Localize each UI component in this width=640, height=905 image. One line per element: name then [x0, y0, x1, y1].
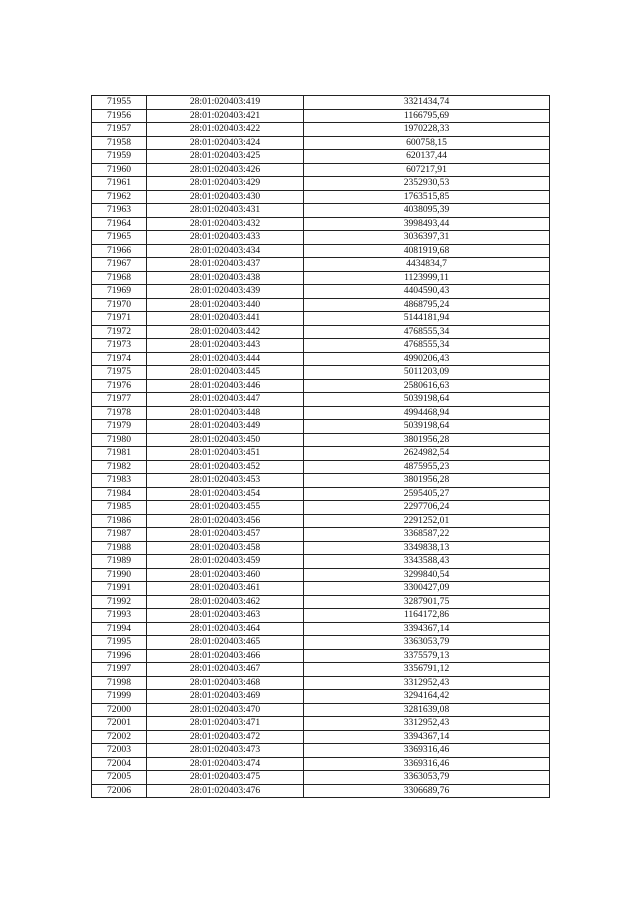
table-row	[92, 217, 550, 231]
table-row	[92, 190, 550, 204]
cadastral-number-cell: 28:01:020403:454	[147, 487, 304, 501]
cadastral-value-cell: 600758,15	[304, 136, 550, 150]
table-row	[92, 703, 550, 717]
cadastral-value-cell: 3368587,22	[304, 528, 550, 542]
table-row	[92, 514, 550, 528]
row-number-cell: 72000	[92, 703, 147, 717]
row-number-cell: 71973	[92, 339, 147, 353]
row-number-cell: 71975	[92, 366, 147, 380]
document-page	[91, 95, 549, 798]
table-row	[92, 447, 550, 461]
table-row	[92, 177, 550, 191]
cadastral-number-cell: 28:01:020403:438	[147, 271, 304, 285]
row-number-cell: 71977	[92, 393, 147, 407]
cadastral-number-cell: 28:01:020403:462	[147, 595, 304, 609]
row-number-cell: 71981	[92, 447, 147, 461]
cadastral-value-cell: 1763515,85	[304, 190, 550, 204]
cadastral-number-cell: 28:01:020403:461	[147, 582, 304, 596]
cadastral-number-cell: 28:01:020403:474	[147, 757, 304, 771]
row-number-cell: 72003	[92, 744, 147, 758]
cadastral-number-cell: 28:01:020403:468	[147, 676, 304, 690]
cadastral-number-cell: 28:01:020403:426	[147, 163, 304, 177]
table-row	[92, 204, 550, 218]
cadastral-number-cell: 28:01:020403:452	[147, 460, 304, 474]
cadastral-number-cell: 28:01:020403:457	[147, 528, 304, 542]
cadastral-value-cell: 3036397,31	[304, 231, 550, 245]
table-body	[92, 96, 550, 798]
row-number-cell: 71989	[92, 555, 147, 569]
cadastral-number-cell: 28:01:020403:455	[147, 501, 304, 515]
cadastral-number-cell: 28:01:020403:459	[147, 555, 304, 569]
cadastral-number-cell: 28:01:020403:419	[147, 96, 304, 110]
row-number-cell: 71976	[92, 379, 147, 393]
row-number-cell: 71968	[92, 271, 147, 285]
cadastral-number-cell: 28:01:020403:437	[147, 258, 304, 272]
cadastral-value-cell: 3363053,79	[304, 636, 550, 650]
cadastral-number-cell: 28:01:020403:430	[147, 190, 304, 204]
row-number-cell: 71959	[92, 150, 147, 164]
cadastral-value-cell: 4990206,43	[304, 352, 550, 366]
cadastral-value-cell: 5039198,64	[304, 393, 550, 407]
row-number-cell: 71966	[92, 244, 147, 258]
table-row	[92, 150, 550, 164]
cadastral-number-cell: 28:01:020403:446	[147, 379, 304, 393]
cadastral-value-cell: 3299840,54	[304, 568, 550, 582]
table-row	[92, 784, 550, 798]
cadastral-value-cell: 3343588,43	[304, 555, 550, 569]
table-row	[92, 325, 550, 339]
cadastral-value-cell: 2580616,63	[304, 379, 550, 393]
cadastral-number-cell: 28:01:020403:476	[147, 784, 304, 798]
table-row	[92, 541, 550, 555]
row-number-cell: 71962	[92, 190, 147, 204]
cadastral-value-cell: 3300427,09	[304, 582, 550, 596]
row-number-cell: 71969	[92, 285, 147, 299]
cadastral-value-cell: 1164172,86	[304, 609, 550, 623]
row-number-cell: 71978	[92, 406, 147, 420]
row-number-cell: 71957	[92, 123, 147, 137]
row-number-cell: 71960	[92, 163, 147, 177]
cadastral-value-cell: 3287901,75	[304, 595, 550, 609]
row-number-cell: 71958	[92, 136, 147, 150]
cadastral-number-cell: 28:01:020403:441	[147, 312, 304, 326]
cadastral-value-cell: 3394367,14	[304, 622, 550, 636]
cadastral-value-cell: 3998493,44	[304, 217, 550, 231]
row-number-cell: 71984	[92, 487, 147, 501]
cadastral-number-cell: 28:01:020403:424	[147, 136, 304, 150]
row-number-cell: 71964	[92, 217, 147, 231]
cadastral-number-cell: 28:01:020403:444	[147, 352, 304, 366]
table-row	[92, 501, 550, 515]
table-row	[92, 136, 550, 150]
table-row	[92, 231, 550, 245]
cadastral-number-cell: 28:01:020403:429	[147, 177, 304, 191]
row-number-cell: 71965	[92, 231, 147, 245]
cadastral-number-cell: 28:01:020403:470	[147, 703, 304, 717]
row-number-cell: 71986	[92, 514, 147, 528]
row-number-cell: 71991	[92, 582, 147, 596]
table-row	[92, 366, 550, 380]
cadastral-number-cell: 28:01:020403:473	[147, 744, 304, 758]
cadastral-number-cell: 28:01:020403:422	[147, 123, 304, 137]
cadastral-value-cell: 3394367,14	[304, 730, 550, 744]
row-number-cell: 71996	[92, 649, 147, 663]
row-number-cell: 71992	[92, 595, 147, 609]
cadastral-value-cell: 2352930,53	[304, 177, 550, 191]
row-number-cell: 71997	[92, 663, 147, 677]
table-row	[92, 487, 550, 501]
table-row	[92, 582, 550, 596]
table-row	[92, 352, 550, 366]
cadastral-number-cell: 28:01:020403:425	[147, 150, 304, 164]
cadastral-value-table	[91, 95, 550, 798]
row-number-cell: 71983	[92, 474, 147, 488]
cadastral-value-cell: 3306689,76	[304, 784, 550, 798]
table-row	[92, 285, 550, 299]
cadastral-value-cell: 3363053,79	[304, 771, 550, 785]
table-row	[92, 379, 550, 393]
cadastral-value-cell: 3369316,46	[304, 757, 550, 771]
row-number-cell: 71974	[92, 352, 147, 366]
cadastral-value-cell: 4768555,34	[304, 339, 550, 353]
cadastral-value-cell: 4081919,68	[304, 244, 550, 258]
cadastral-value-cell: 4994468,94	[304, 406, 550, 420]
cadastral-number-cell: 28:01:020403:475	[147, 771, 304, 785]
cadastral-value-cell: 3801956,28	[304, 474, 550, 488]
row-number-cell: 71990	[92, 568, 147, 582]
row-number-cell: 71971	[92, 312, 147, 326]
table-row	[92, 555, 550, 569]
cadastral-number-cell: 28:01:020403:465	[147, 636, 304, 650]
table-row	[92, 730, 550, 744]
row-number-cell: 71985	[92, 501, 147, 515]
cadastral-number-cell: 28:01:020403:433	[147, 231, 304, 245]
table-row	[92, 109, 550, 123]
cadastral-value-cell: 607217,91	[304, 163, 550, 177]
table-row	[92, 568, 550, 582]
table-row	[92, 271, 550, 285]
cadastral-number-cell: 28:01:020403:448	[147, 406, 304, 420]
cadastral-value-cell: 5039198,64	[304, 420, 550, 434]
cadastral-number-cell: 28:01:020403:443	[147, 339, 304, 353]
table-row	[92, 163, 550, 177]
cadastral-number-cell: 28:01:020403:421	[147, 109, 304, 123]
cadastral-value-cell: 5144181,94	[304, 312, 550, 326]
row-number-cell: 71988	[92, 541, 147, 555]
table-row	[92, 460, 550, 474]
cadastral-value-cell: 4868795,24	[304, 298, 550, 312]
row-number-cell: 71994	[92, 622, 147, 636]
table-row	[92, 595, 550, 609]
row-number-cell: 72005	[92, 771, 147, 785]
row-number-cell: 71982	[92, 460, 147, 474]
cadastral-number-cell: 28:01:020403:439	[147, 285, 304, 299]
cadastral-value-cell: 620137,44	[304, 150, 550, 164]
table-row	[92, 757, 550, 771]
cadastral-value-cell: 2624982,54	[304, 447, 550, 461]
cadastral-number-cell: 28:01:020403:463	[147, 609, 304, 623]
row-number-cell: 72001	[92, 717, 147, 731]
cadastral-number-cell: 28:01:020403:472	[147, 730, 304, 744]
row-number-cell: 71961	[92, 177, 147, 191]
cadastral-value-cell: 3369316,46	[304, 744, 550, 758]
cadastral-value-cell: 3375579,13	[304, 649, 550, 663]
row-number-cell: 71955	[92, 96, 147, 110]
cadastral-value-cell: 1970228,33	[304, 123, 550, 137]
cadastral-value-cell: 4434834,7	[304, 258, 550, 272]
cadastral-number-cell: 28:01:020403:453	[147, 474, 304, 488]
cadastral-value-cell: 4404590,43	[304, 285, 550, 299]
row-number-cell: 71967	[92, 258, 147, 272]
table-row	[92, 339, 550, 353]
cadastral-number-cell: 28:01:020403:442	[147, 325, 304, 339]
table-row	[92, 528, 550, 542]
cadastral-number-cell: 28:01:020403:460	[147, 568, 304, 582]
cadastral-number-cell: 28:01:020403:447	[147, 393, 304, 407]
row-number-cell: 71979	[92, 420, 147, 434]
table-row	[92, 609, 550, 623]
cadastral-number-cell: 28:01:020403:464	[147, 622, 304, 636]
table-row	[92, 744, 550, 758]
table-row	[92, 393, 550, 407]
row-number-cell: 71970	[92, 298, 147, 312]
cadastral-number-cell: 28:01:020403:434	[147, 244, 304, 258]
cadastral-number-cell: 28:01:020403:451	[147, 447, 304, 461]
table-row	[92, 636, 550, 650]
row-number-cell: 72002	[92, 730, 147, 744]
cadastral-value-cell: 2595405,27	[304, 487, 550, 501]
cadastral-number-cell: 28:01:020403:432	[147, 217, 304, 231]
cadastral-number-cell: 28:01:020403:431	[147, 204, 304, 218]
cadastral-number-cell: 28:01:020403:467	[147, 663, 304, 677]
row-number-cell: 71972	[92, 325, 147, 339]
table-row	[92, 420, 550, 434]
cadastral-value-cell: 4038095,39	[304, 204, 550, 218]
table-row	[92, 771, 550, 785]
row-number-cell: 71963	[92, 204, 147, 218]
cadastral-number-cell: 28:01:020403:471	[147, 717, 304, 731]
table-row	[92, 474, 550, 488]
cadastral-value-cell: 3349838,13	[304, 541, 550, 555]
cadastral-number-cell: 28:01:020403:445	[147, 366, 304, 380]
table-row	[92, 690, 550, 704]
cadastral-value-cell: 3294164,42	[304, 690, 550, 704]
cadastral-value-cell: 3312952,43	[304, 676, 550, 690]
table-row	[92, 312, 550, 326]
row-number-cell: 71995	[92, 636, 147, 650]
row-number-cell: 71980	[92, 433, 147, 447]
table-row	[92, 258, 550, 272]
cadastral-value-cell: 2297706,24	[304, 501, 550, 515]
cadastral-value-cell: 3321434,74	[304, 96, 550, 110]
table-row	[92, 676, 550, 690]
table-row	[92, 717, 550, 731]
row-number-cell: 71998	[92, 676, 147, 690]
table-row	[92, 406, 550, 420]
cadastral-value-cell: 5011203,09	[304, 366, 550, 380]
table-row	[92, 649, 550, 663]
cadastral-number-cell: 28:01:020403:466	[147, 649, 304, 663]
cadastral-value-cell: 4875955,23	[304, 460, 550, 474]
cadastral-number-cell: 28:01:020403:456	[147, 514, 304, 528]
table-row	[92, 298, 550, 312]
cadastral-number-cell: 28:01:020403:450	[147, 433, 304, 447]
cadastral-number-cell: 28:01:020403:449	[147, 420, 304, 434]
row-number-cell: 71956	[92, 109, 147, 123]
cadastral-value-cell: 4768555,34	[304, 325, 550, 339]
row-number-cell: 72006	[92, 784, 147, 798]
row-number-cell: 71987	[92, 528, 147, 542]
cadastral-value-cell: 1166795,69	[304, 109, 550, 123]
row-number-cell: 71999	[92, 690, 147, 704]
cadastral-number-cell: 28:01:020403:440	[147, 298, 304, 312]
cadastral-number-cell: 28:01:020403:458	[147, 541, 304, 555]
cadastral-value-cell: 3801956,28	[304, 433, 550, 447]
cadastral-value-cell: 3312952,43	[304, 717, 550, 731]
table-row	[92, 433, 550, 447]
cadastral-number-cell: 28:01:020403:469	[147, 690, 304, 704]
table-row	[92, 622, 550, 636]
row-number-cell: 71993	[92, 609, 147, 623]
table-row	[92, 244, 550, 258]
cadastral-value-cell: 2291252,01	[304, 514, 550, 528]
table-row	[92, 123, 550, 137]
table-row	[92, 663, 550, 677]
row-number-cell: 72004	[92, 757, 147, 771]
table-row	[92, 96, 550, 110]
cadastral-value-cell: 3281639,08	[304, 703, 550, 717]
cadastral-value-cell: 1123999,11	[304, 271, 550, 285]
cadastral-value-cell: 3356791,12	[304, 663, 550, 677]
